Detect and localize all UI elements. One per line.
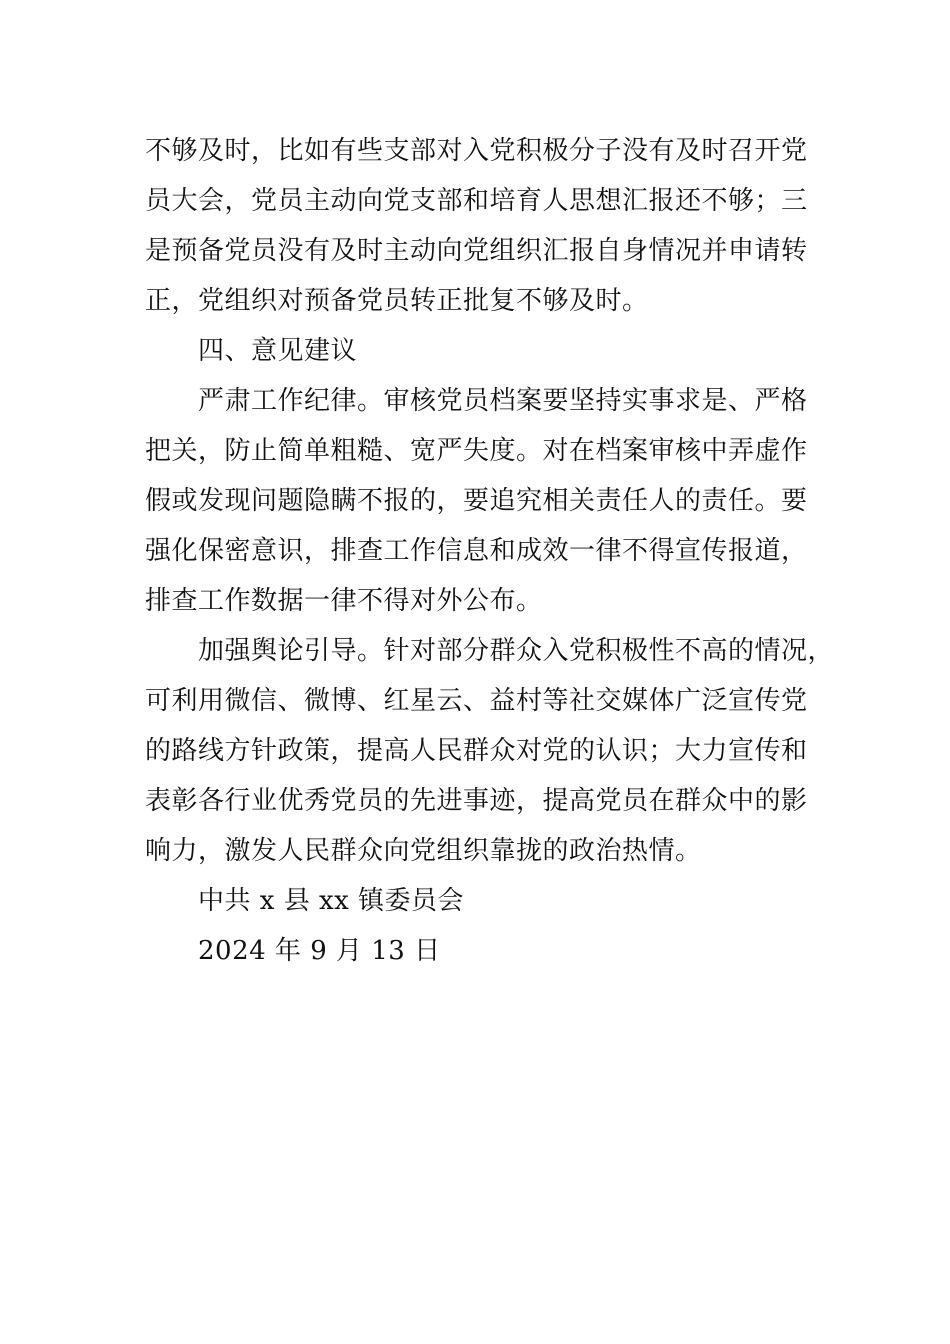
paragraph-line: 是预备党员没有及时主动向党组织汇报自身情况并申请转 [145, 236, 808, 266]
paragraph-line: 可利用微信、微博、红星云、益村等社交媒体广泛宣传党 [145, 686, 808, 716]
paragraph-line: 正，党组织对预备党员转正批复不够及时。 [145, 286, 649, 316]
paragraph-line: 不够及时，比如有些支部对入党积极分子没有及时召开党 [145, 136, 808, 166]
section-heading: 四、意见建议 [198, 336, 358, 366]
paragraph-line: 排查工作数据一律不得对外公布。 [145, 586, 543, 616]
paragraph-line: 表彰各行业优秀党员的先进事迹，提高党员在群众中的影 [145, 786, 808, 816]
paragraph-line: 强化保密意识，排查工作信息和成效一律不得宣传报道， [145, 536, 808, 566]
paragraph-line: 假或发现问题隐瞒不报的，要追究相关责任人的责任。要 [145, 486, 808, 516]
paragraph-line: 员大会，党员主动向党支部和培育人思想汇报还不够；三 [145, 186, 808, 216]
paragraph-line: 严肃工作纪律。审核党员档案要坚持实事求是、严格 [198, 386, 808, 416]
signature-organization: 中共 x 县 xx 镇委员会 [198, 886, 465, 916]
paragraph-line: 响力，激发人民群众向党组织靠拢的政治热情。 [145, 836, 702, 866]
paragraph-line: 加强舆论引导。针对部分群众入党积极性不高的情况， [198, 636, 835, 666]
paragraph-line: 把关，防止简单粗糙、宽严失度。对在档案审核中弄虚作 [145, 436, 808, 466]
signature-date: 2024 年 9 月 13 日 [198, 936, 441, 966]
paragraph-line: 的路线方针政策，提高人民群众对党的认识；大力宣传和 [145, 736, 808, 766]
